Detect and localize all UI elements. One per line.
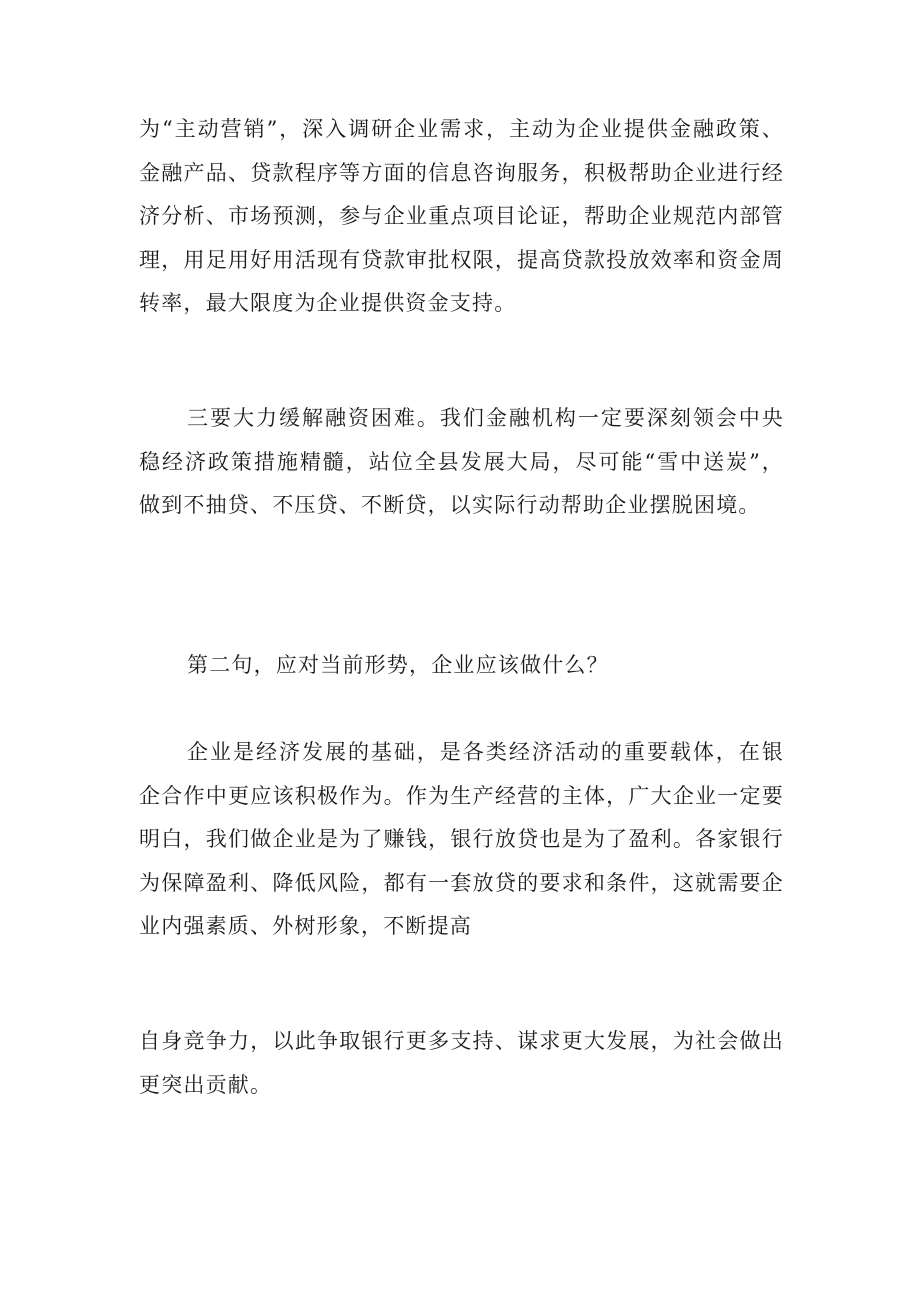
paragraph-continuation: 为“主动营销”，深入调研企业需求，主动为企业提供金融政策、金融产品、贷款程序等方面的信息咨询服务，积极帮助企业进行经济分析、市场预测，参与企业重点项目论证，帮助企业规范内部管理，用足用好用活现有贷款审批权限，提高贷款投放效率和资金周转率，最大限度为企业提供资金支持。 bbox=[139, 117, 784, 315]
paragraph-enterprise-role: 企业是经济发展的基础，是各类经济活动的重要载体，在银企合作中更应该积极作为。作为生产经营的主体，广大企业一定要明白，我们做企业是为了赚钱，银行放贷也是为了盈利。各家银行为保障盈利、降低风险，都有一套放贷的要求和条件，这就需要企业内强素质、外树形象，不断提高 bbox=[139, 740, 784, 938]
paragraph-third-measure: 三要大力缓解融资困难。我们金融机构一定要深刻领会中央稳经济政策措施精髓，站位全县发展大局，尽可能“雪中送炭”，做到不抽贷、不压贷、不断贷，以实际行动帮助企业摆脱困境。 bbox=[139, 406, 784, 517]
section-heading-second-point: 第二句，应对当前形势，企业应该做什么？ bbox=[187, 653, 609, 677]
paragraph-enterprise-role-continuation: 自身竞争力，以此争取银行更多支持、谋求更大发展，为社会做出更突出贡献。 bbox=[139, 1029, 784, 1097]
